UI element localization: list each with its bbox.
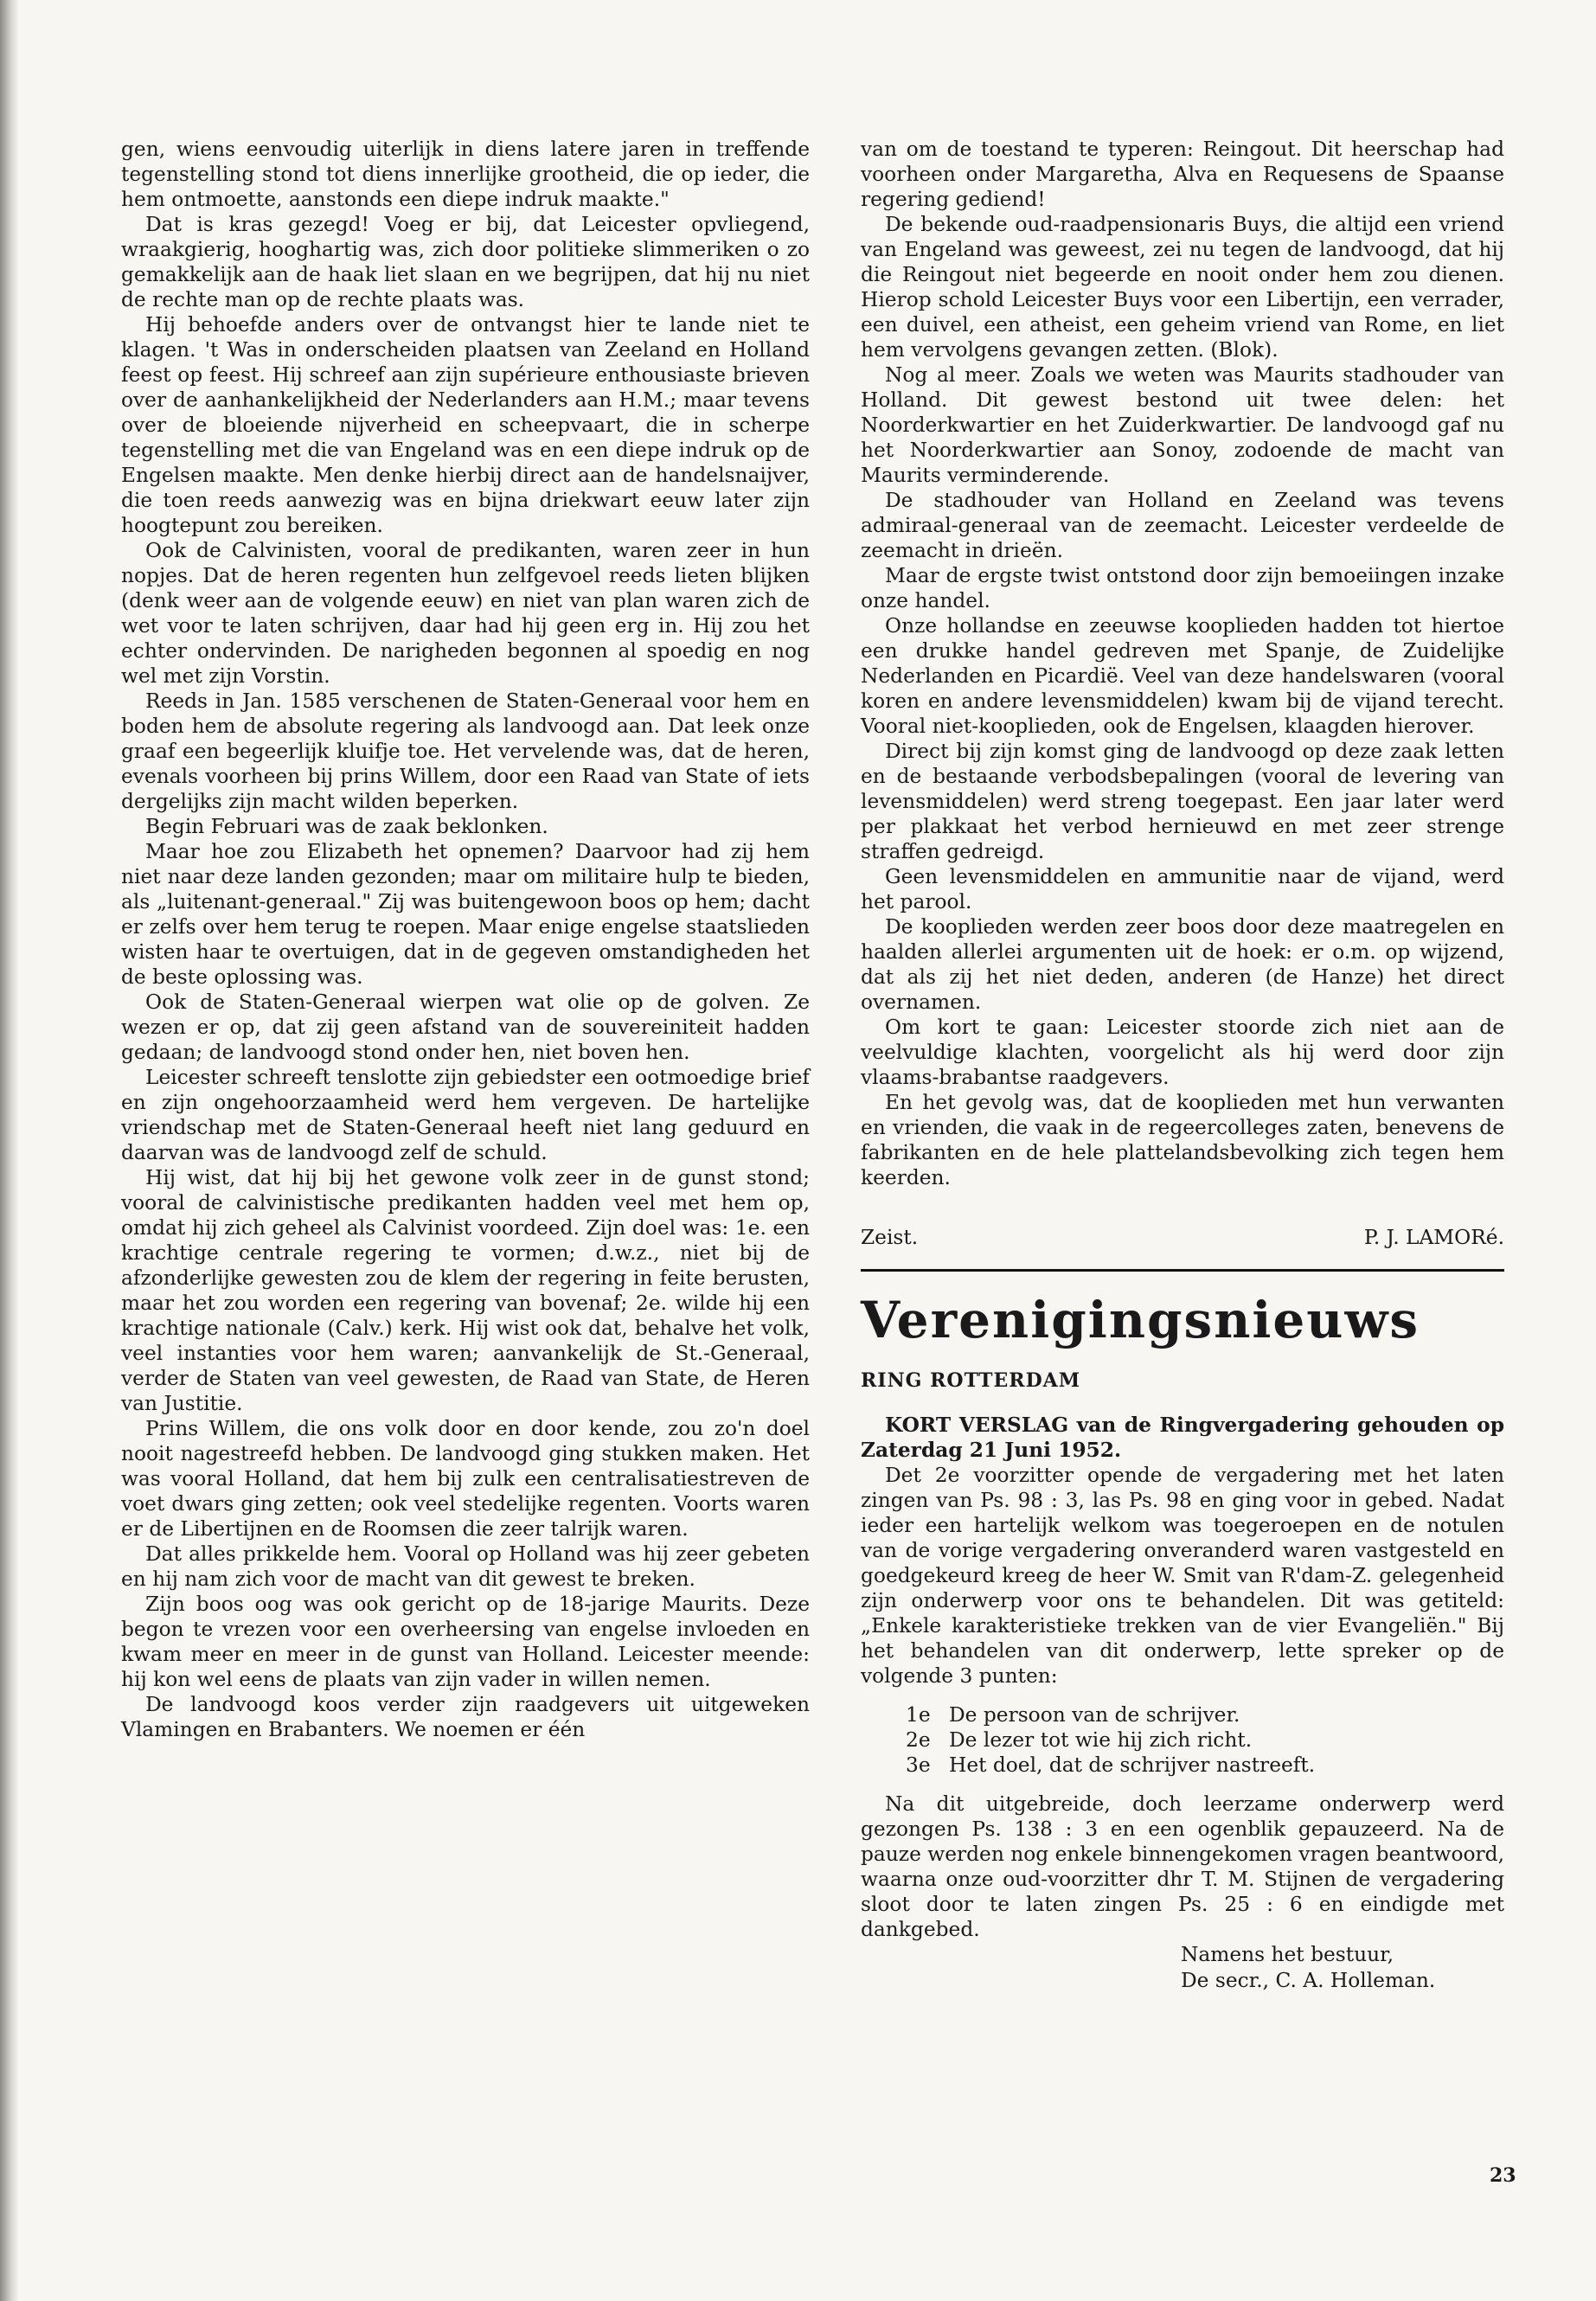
right-paragraph-9: De kooplieden werden zeer boos door deze maatregelen en haalden allerlei argumenten uit de hoek: er o.m. op wijzend, dat als zij het niet deden, anderen (de Hanze) het direct overnamen.	[861, 915, 1504, 1014]
right-paragraph-3: Nog al meer. Zoals we weten was Maurits stadhouder van Holland. Dit gewest bestond uit twee delen: het Noorderkwartier en het Zuiderkwartier. De landvoogd gaf nu het Noorderkwartier aan Sonoy, zodoende de macht van Maurits verminderende.	[861, 363, 1504, 487]
agenda-text: De lezer tot wie hij zich richt.	[949, 1728, 1253, 1752]
news-paragraph-1: Det 2e voorzitter opende de vergadering met het laten zingen van Ps. 98 : 3, las Ps. 98 en ging voor in gebed. Nadat ieder een hartelijk welkom was toegeroepen en de notulen van de vorige vergadering onveranderd waren vastgesteld en goedgekeurd kreeg de heer W. Smit van R'dam-Z. gelegenheid zijn onderwerp voor ons te behandelen. Dit was getiteld: „Enkele karakteristieke trekken van de vier Evangeliën." Bij het behandelen van dit onderwerp, lette spreker op de volgende 3 punten:	[861, 1464, 1504, 1688]
news-paragraph-2: Na dit uitgebreide, doch leerzame onderwerp werd gezongen Ps. 138 : 3 en een ogenblik gepauzeerd. Na de pauze werden nog enkele binnengekomen vragen beantwoord, waarna onze oud-voorzitter dhr T. M. Stijnen de vergadering sloot door te laten zingen Ps. 25 : 6 en eindigde met dankgebed.	[861, 1792, 1504, 1941]
agenda-number: 1e	[906, 1703, 931, 1727]
article-signature	[861, 1225, 1504, 1250]
right-paragraph-7: Direct bij zijn komst ging de landvoogd op deze zaak letten en de bestaande verbodsbepalingen (vooral de levering van levensmiddelen) werd streng toegepast. Een jaar later werd per plakkaat het verbod hernieuwd en met zeer strenge straffen gedreigd.	[861, 740, 1504, 863]
right-paragraph-10: Om kort te gaan: Leicester stoorde zich niet aan de veelvuldige klachten, voorgelicht als hij werd door zijn vlaams-brabantse raadgevers.	[861, 1016, 1504, 1089]
section-title: Verenigingsnieuws	[861, 1291, 1420, 1349]
left-paragraph-14: De landvoogd koos verder zijn raadgevers uit uitgeweken Vlamingen en Brabanters. We noemen er één	[121, 1693, 810, 1741]
left-paragraph-13: Zijn boos oog was ook gericht op de 18-jarige Maurits. Deze begon te vrezen voor een overheersing van engelse invloeden en kwam meer en meer in de gunst van Holland. Leicester meende: hij kon wel eens de plaats van zijn vader in willen nemen.	[121, 1593, 810, 1691]
left-column	[121, 137, 810, 1742]
left-paragraph-3: Hij behoefde anders over de ontvangst hier te lande niet te klagen. 't Was in onderscheiden plaatsen van Zeeland en Holland feest op feest. Hij schreef aan zijn supérieure enthousiaste brieven over de aanhankelijkheid der Nederlanders aan H.M.; maar tevens over de bloeiende nijverheid en scheepvaart, die in scherpe tegenstelling met die van Engeland was en een diepe indruk op de Engelsen maakte. Men denke hierbij direct aan de handelsnaijver, die toen reeds aanwezig was en bijna driekwart eeuw later zijn hoogtepunt zou bereiken.	[121, 313, 810, 537]
agenda-number: 3e	[906, 1753, 931, 1777]
agenda-text: Het doel, dat de schrijver nastreeft.	[949, 1753, 1316, 1777]
agenda-item	[906, 1753, 1504, 1778]
left-paragraph-7: Maar hoe zou Elizabeth het opnemen? Daarvoor had zij hem niet naar deze landen gezonden; maar om militaire hulp te bieden, als „luitenant-generaal." Zij was buitengewoon boos op hem; dacht er zelfs over hem terug te roepen. Maar enige engelse staatslieden wisten haar te overtuigen, dat in de gegeven omstandigheden het de beste oplossing was.	[121, 840, 810, 989]
report-heading: KORT VERSLAG van de Ringvergadering gehouden op Zaterdag 21 Juni 1952.	[861, 1413, 1504, 1462]
section-divider	[861, 1269, 1504, 1272]
agenda-list	[906, 1702, 1504, 1778]
right-paragraph-8: Geen levensmiddelen en ammunitie naar de vijand, werd het parool.	[861, 865, 1504, 913]
left-paragraph-5: Reeds in Jan. 1585 verschenen de Staten-Generaal voor hem en boden hem de absolute regering als landvoogd aan. Dat leek onze graaf een begeerlijk kluifje toe. Het vervelende was, dat de heren, evenals voorheen bij prins Willem, door een Raad van State of iets dergelijks zijn macht wilden beperken.	[121, 689, 810, 813]
page-number: 23	[1490, 2164, 1516, 2187]
left-paragraph-8: Ook de Staten-Generaal wierpen wat olie op de golven. Ze wezen er op, dat zij geen afstand van de souvereiniteit hadden gedaan; de landvoogd stond onder hen, niet boven hen.	[121, 990, 810, 1064]
right-paragraph-1: van om de toestand te typeren: Reingout. Dit heerschap had voorheen onder Margaretha, Alva en Requesens de Spaanse regering gediend!	[861, 138, 1504, 211]
right-column	[861, 137, 1504, 1994]
left-paragraph-1: gen, wiens eenvoudig uiterlijk in diens latere jaren in treffende tegenstelling stond tot diens innerlijke grootheid, die op ieder, die hem ontmoette, aanstonds een diepe indruk maakte."	[121, 138, 810, 211]
signature-place: Zeist.	[861, 1226, 919, 1249]
agenda-text: De persoon van de schrijver.	[949, 1703, 1240, 1727]
sign-line-1: Namens het bestuur,	[1181, 1943, 1394, 1966]
sign-line-2: De secr., C. A. Holleman.	[1181, 1969, 1436, 1992]
ring-heading: RING ROTTERDAM	[861, 1369, 1081, 1392]
agenda-item	[906, 1702, 1504, 1727]
right-paragraph-6: Onze hollandse en zeeuwse kooplieden hadden tot hiertoe een drukke handel gedreven met Spanje, de Zuidelijke Nederlanden en Picardië. Veel van deze handelswaren (vooral koren en andere levensmiddelen) kwam bij de vijand terecht. Vooral niet-kooplieden, ook de Engelsen, klaagden hierover.	[861, 614, 1504, 738]
secretary-signature	[1181, 1942, 1504, 1994]
right-paragraph-11: En het gevolg was, dat de kooplieden met hun verwanten en vrienden, die vaak in de regeercolleges zaten, benevens de fabrikanten en de hele plattelandsbevolking zich tegen hem keerden.	[861, 1091, 1504, 1189]
right-paragraph-4: De stadhouder van Holland en Zeeland was tevens admiraal-generaal van de zeemacht. Leicester verdeelde de zeemacht in drieën.	[861, 489, 1504, 562]
left-paragraph-11: Prins Willem, die ons volk door en door kende, zou zo'n doel nooit nagestreefd hebben. De landvoogd ging stukken maken. Het was vooral Holland, dat hem bij zulk een centralisatiestreven de voet dwars ging zetten; ook veel stedelijke regenten. Voorts waren er de Libertijnen en de Roomsen die zeer talrijk waren.	[121, 1417, 810, 1541]
left-paragraph-6: Begin Februari was de zaak beklonken.	[145, 815, 548, 838]
left-paragraph-9: Leicester schreeft tenslotte zijn gebiedster een ootmoedige brief en zijn ongehoorzaamheid werd hem vergeven. De hartelijke vriendschap met de Staten-Generaal heeft niet lang geduurd en daarvan was de landvoogd zelf de schuld.	[121, 1066, 810, 1164]
right-paragraph-2: De bekende oud-raadpensionaris Buys, die altijd een vriend van Engeland was geweest, zei nu tegen de landvoogd, dat hij die Reingout niet begeerde en nooit onder hem zou dienen. Hierop schold Leicester Buys voor een Libertijn, een verrader, een duivel, een atheist, een geheim vriend van Rome, en liet hem vervolgens gevangen zetten. (Blok).	[861, 213, 1504, 362]
agenda-item	[906, 1727, 1504, 1753]
left-paragraph-10: Hij wist, dat hij bij het gewone volk zeer in de gunst stond; vooral de calvinistische predikanten hadden veel met hem op, omdat hij zich geheel als Calvinist voordeed. Zijn doel was: 1e. een krachtige centrale regering te vormen; d.w.z., niet bij de afzonderlijke gewesten zou de klem der regering in feite berusten, maar het zou worden een regering van bovenaf; 2e. wilde hij een krachtige nationale (Calv.) kerk. Hij wist ook dat, behalve het volk, veel instanties voor hem waren; aanvankelijk de St.-Generaal, verder de Staten van veel gewesten, de Raad van State, de Heren van Justitie.	[121, 1166, 810, 1415]
agenda-number: 2e	[906, 1728, 931, 1752]
left-paragraph-2: Dat is kras gezegd! Voeg er bij, dat Leicester opvliegend, wraakgierig, hooghartig was, zich door politieke slimmeriken o zo gemakkelijk aan de haak liet slaan en we begrijpen, dat hij nu niet de rechte man op de rechte plaats was.	[121, 213, 810, 311]
right-paragraph-5: Maar de ergste twist ontstond door zijn bemoeiingen inzake onze handel.	[861, 564, 1504, 612]
signature-author: P. J. LAMORé.	[1363, 1226, 1504, 1249]
page-binding-shadow	[0, 0, 19, 2301]
left-paragraph-12: Dat alles prikkelde hem. Vooral op Holland was hij zeer gebeten en hij nam zich voor de macht van dit gewest te breken.	[121, 1542, 810, 1591]
left-paragraph-4: Ook de Calvinisten, vooral de predikanten, waren zeer in hun nopjes. Dat de heren regenten hun zelfgevoel reeds lieten blijken (denk weer aan de volgende eeuw) en niet van plan waren zich de wet voor te laten schrijven, daar had hij geen erg in. Hij zou het echter ondervinden. De narigheden begonnen al spoedig en nog wel met zijn Vorstin.	[121, 539, 810, 688]
